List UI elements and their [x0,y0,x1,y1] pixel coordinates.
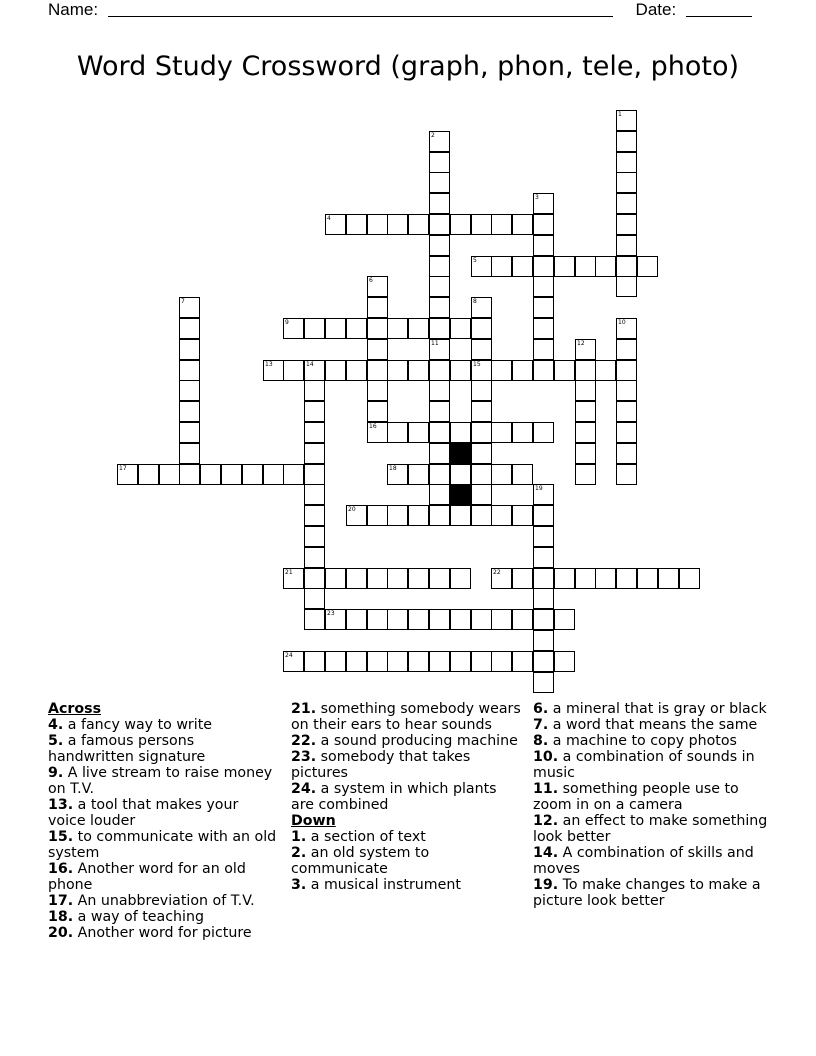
clue-number: 8 [473,298,477,305]
grid-cell[interactable] [387,422,408,443]
clue-item: 24. a system in which plants are combined [291,781,497,813]
clue-num: 24. [291,781,317,797]
grid-cell[interactable] [179,443,200,464]
grid-cell[interactable] [533,505,554,526]
grid-cell[interactable] [429,380,450,401]
clue-number: 7 [181,298,185,305]
grid-cell[interactable] [408,318,429,339]
grid-cell[interactable] [450,214,471,235]
clue-num: 1. [291,829,307,845]
grid-cell[interactable] [408,568,429,589]
grid-cell[interactable] [325,360,346,381]
clue-num: 7. [533,717,549,733]
clue-item: 3. a musical instrument [291,877,461,893]
grid-cell[interactable] [138,464,159,485]
grid-cell[interactable] [512,568,533,589]
grid-cell[interactable] [429,214,450,235]
grid-cell[interactable] [575,380,596,401]
grid-cell[interactable] [179,297,200,318]
grid-cell[interactable] [533,235,554,256]
grid-cell[interactable] [429,193,450,214]
grid-cell[interactable] [429,422,450,443]
grid-cell[interactable] [450,464,471,485]
grid-cell[interactable] [575,401,596,422]
header [48,0,748,20]
grid-cell[interactable] [367,276,388,297]
clue-item: 14. A combination of skills and moves [533,845,754,877]
grid-cell[interactable] [616,380,637,401]
grid-cell[interactable] [221,464,242,485]
grid-cell[interactable] [429,318,450,339]
grid-cell[interactable] [616,422,637,443]
clue-item: 15. to communicate with an old system [48,829,277,861]
grid-cell[interactable] [533,630,554,651]
grid-cell[interactable] [304,401,325,422]
clue-item: 2. an old system to communicate [291,845,430,877]
clue-item: 4. a fancy way to write [48,717,212,733]
grid-cell[interactable] [367,318,388,339]
grid-cell[interactable] [429,484,450,505]
clue-num: 15. [48,829,74,845]
grid-cell[interactable] [429,276,450,297]
grid-cell[interactable] [242,464,263,485]
clue-number: 6 [369,277,373,284]
clue-num: 20. [48,925,74,941]
grid-cell[interactable] [179,380,200,401]
grid-cell[interactable] [512,651,533,672]
grid-cell[interactable] [471,339,492,360]
grid-cell[interactable] [367,568,388,589]
clue-item: 5. a famous persons handwritten signature [48,733,206,765]
grid-cell[interactable] [429,401,450,422]
grid-cell[interactable] [491,360,512,381]
grid-cell[interactable] [429,172,450,193]
grid-cell[interactable] [387,568,408,589]
clue-number: 1 [618,111,622,118]
grid-cell[interactable] [491,422,512,443]
grid-cell[interactable] [304,422,325,443]
grid-cell[interactable] [325,214,346,235]
grid-cell[interactable] [179,422,200,443]
grid-cell[interactable] [325,568,346,589]
grid-cell[interactable] [471,609,492,630]
grid-cell[interactable] [533,422,554,443]
clue-number: 24 [285,652,293,659]
clue-number: 15 [473,361,481,368]
grid-cell[interactable] [159,464,180,485]
grid-cell[interactable] [471,464,492,485]
grid-cell[interactable] [283,318,304,339]
grid-cell[interactable] [471,484,492,505]
grid-cell[interactable] [304,318,325,339]
grid-cell[interactable] [387,214,408,235]
grid-cell[interactable] [491,214,512,235]
clue-num: 9. [48,765,64,781]
clue-num: 17. [48,893,74,909]
grid-cell[interactable] [450,609,471,630]
black-cell [450,484,471,505]
grid-cell[interactable] [471,380,492,401]
clue-number: 22 [493,569,501,576]
grid-cell[interactable] [367,339,388,360]
clue-item: 20. Another word for picture [48,925,252,941]
section-heading: Across [48,701,102,717]
grid-cell[interactable] [575,360,596,381]
clue-number: 12 [577,340,585,347]
grid-cell[interactable] [533,609,554,630]
grid-cell[interactable] [325,651,346,672]
clue-num: 21. [291,701,317,717]
grid-cell[interactable] [429,131,450,152]
grid-cell[interactable] [304,526,325,547]
clue-num: 2. [291,845,307,861]
grid-cell[interactable] [616,276,637,297]
grid-cell[interactable] [616,235,637,256]
section-heading: Down [291,813,336,829]
grid-cell[interactable] [429,152,450,173]
grid-cell[interactable] [304,568,325,589]
grid-cell[interactable] [450,505,471,526]
grid-cell[interactable] [304,547,325,568]
grid-cell[interactable] [533,526,554,547]
grid-cell[interactable] [304,484,325,505]
grid-cell[interactable] [595,360,616,381]
clue-item: 21. something somebody wears on their ears to hear sounds [291,701,521,733]
grid-cell[interactable] [471,297,492,318]
grid-cell[interactable] [283,651,304,672]
clue-number: 4 [327,215,331,222]
grid-cell[interactable] [471,505,492,526]
grid-cell[interactable] [616,131,637,152]
grid-cell[interactable] [616,401,637,422]
clue-item: 22. a sound producing machine [291,733,518,749]
grid-cell[interactable] [408,609,429,630]
clue-num: 8. [533,733,549,749]
grid-cell[interactable] [491,609,512,630]
grid-cell[interactable] [367,297,388,318]
grid-cell[interactable] [533,360,554,381]
grid-cell[interactable] [387,505,408,526]
grid-cell[interactable] [325,609,346,630]
grid-cell[interactable] [554,651,575,672]
clue-item: 12. an effect to make something look better [533,813,768,845]
grid-cell[interactable] [387,609,408,630]
date-label: Date: [635,0,677,19]
grid-cell[interactable] [387,651,408,672]
grid-cell[interactable] [616,339,637,360]
clue-item: 18. a way of teaching [48,909,204,925]
grid-cell[interactable] [533,547,554,568]
grid-cell[interactable] [429,360,450,381]
clue-num: 16. [48,861,74,877]
grid-cell[interactable] [491,256,512,277]
grid-cell[interactable] [471,443,492,464]
grid-cell[interactable] [429,464,450,485]
grid-cell[interactable] [429,505,450,526]
grid-cell[interactable] [283,360,304,381]
grid-cell[interactable] [575,256,596,277]
grid-cell[interactable] [616,110,637,131]
clue-number: 16 [369,423,377,430]
grid-cell[interactable] [367,505,388,526]
clues-column-3 [533,701,773,909]
grid-cell[interactable] [429,256,450,277]
clue-num: 23. [291,749,317,765]
grid-cell[interactable] [616,256,637,277]
grid-cell[interactable] [533,651,554,672]
clue-number: 19 [535,485,543,492]
grid-cell[interactable] [450,568,471,589]
clue-item: 8. a machine to copy photos [533,733,737,749]
grid-cell[interactable] [533,568,554,589]
clue-number: 23 [327,610,335,617]
name-line[interactable] [108,0,613,17]
grid-cell[interactable] [554,256,575,277]
grid-cell[interactable] [429,651,450,672]
grid-cell[interactable] [367,380,388,401]
grid-cell[interactable] [179,401,200,422]
date-line[interactable] [686,0,752,17]
grid-cell[interactable] [346,214,367,235]
grid-cell[interactable] [408,214,429,235]
grid-cell[interactable] [429,297,450,318]
grid-cell[interactable] [283,568,304,589]
grid-cell[interactable] [533,318,554,339]
grid-cell[interactable] [491,464,512,485]
grid-cell[interactable] [387,360,408,381]
clue-item: 9. A live stream to raise money on T.V. [48,765,273,797]
clue-number: 11 [431,340,439,347]
name-label: Name: [48,0,99,19]
grid-cell[interactable] [408,651,429,672]
grid-cell[interactable] [429,235,450,256]
grid-cell[interactable] [616,193,637,214]
grid-cell[interactable] [346,505,367,526]
grid-cell[interactable] [533,297,554,318]
grid-cell[interactable] [512,609,533,630]
grid-cell[interactable] [304,588,325,609]
clue-number: 2 [431,132,435,139]
grid-cell[interactable] [533,484,554,505]
grid-cell[interactable] [512,214,533,235]
grid-cell[interactable] [471,422,492,443]
grid-cell[interactable] [637,568,658,589]
grid-cell[interactable] [304,505,325,526]
grid-cell[interactable] [616,360,637,381]
grid-cell[interactable] [533,214,554,235]
grid-cell[interactable] [387,318,408,339]
grid-cell[interactable] [575,422,596,443]
clue-num: 3. [291,877,307,893]
grid-cell[interactable] [616,568,637,589]
clue-num: 4. [48,717,64,733]
clue-number: 21 [285,569,293,576]
grid-cell[interactable] [450,360,471,381]
grid-cell[interactable] [554,609,575,630]
grid-cell[interactable] [471,651,492,672]
grid-cell[interactable] [471,318,492,339]
clue-item: 23. somebody that takes pictures [291,749,471,781]
grid-cell[interactable] [429,443,450,464]
grid-cell[interactable] [512,422,533,443]
clue-number: 10 [618,319,626,326]
grid-cell[interactable] [179,318,200,339]
grid-cell[interactable] [304,464,325,485]
grid-cell[interactable] [533,276,554,297]
grid-cell[interactable] [533,588,554,609]
clue-item: 11. something people use to zoom in on a camera [533,781,739,813]
grid-cell[interactable] [491,505,512,526]
clue-num: 11. [533,781,559,797]
clue-number: 13 [265,361,273,368]
clue-item: 17. An unabbreviation of T.V. [48,893,255,909]
grid-cell[interactable] [408,464,429,485]
grid-cell[interactable] [533,339,554,360]
grid-cell[interactable] [658,568,679,589]
clue-num: 10. [533,749,559,765]
grid-cell[interactable] [346,318,367,339]
grid-cell[interactable] [533,672,554,693]
grid-cell[interactable] [679,568,700,589]
clue-number: 20 [348,506,356,513]
grid-cell[interactable] [512,464,533,485]
grid-cell[interactable] [471,401,492,422]
grid-cell[interactable] [450,318,471,339]
grid-cell[interactable] [200,464,221,485]
grid-cell[interactable] [179,360,200,381]
clue-num: 13. [48,797,74,813]
grid-cell[interactable] [450,422,471,443]
clue-number: 17 [119,465,127,472]
clue-item: 19. To make changes to make a picture look better [533,877,761,909]
grid-cell[interactable] [471,360,492,381]
page-title: Word Study Crossword (graph, phon, tele, photo) [76,51,740,82]
grid-cell[interactable] [575,443,596,464]
grid-cell[interactable] [595,256,616,277]
grid-cell[interactable] [512,256,533,277]
grid-cell[interactable] [533,256,554,277]
grid-cell[interactable] [283,464,304,485]
grid-cell[interactable] [367,214,388,235]
grid-cell[interactable] [616,214,637,235]
clue-num: 6. [533,701,549,717]
grid-cell[interactable] [429,568,450,589]
grid-cell[interactable] [575,339,596,360]
clues-column-2 [291,701,521,893]
grid-cell[interactable] [450,651,471,672]
grid-cell[interactable] [575,568,596,589]
grid-cell[interactable] [471,256,492,277]
grid-cell[interactable] [346,651,367,672]
clue-num: 12. [533,813,559,829]
grid-cell[interactable] [429,609,450,630]
clues-column-1 [48,701,278,941]
grid-cell[interactable] [346,568,367,589]
grid-cell[interactable] [616,443,637,464]
grid-cell[interactable] [117,464,138,485]
grid-cell[interactable] [304,443,325,464]
grid-cell[interactable] [263,360,284,381]
grid-cell[interactable] [554,360,575,381]
grid-cell[interactable] [471,214,492,235]
grid-cell[interactable] [263,464,284,485]
grid-cell[interactable] [179,464,200,485]
clue-number: 3 [535,194,539,201]
grid-cell[interactable] [491,568,512,589]
grid-cell[interactable] [367,422,388,443]
grid-cell[interactable] [367,609,388,630]
grid-cell[interactable] [304,360,325,381]
grid-cell[interactable] [616,318,637,339]
grid-cell[interactable] [387,464,408,485]
clue-num: 19. [533,877,559,893]
grid-cell[interactable] [616,464,637,485]
grid-cell[interactable] [346,360,367,381]
clue-item: 13. a tool that makes your voice louder [48,797,239,829]
grid-cell[interactable] [179,339,200,360]
clue-num: 22. [291,733,317,749]
clue-item: 1. a section of text [291,829,426,845]
clue-number: 18 [389,465,397,472]
grid-cell[interactable] [346,609,367,630]
grid-cell[interactable] [367,360,388,381]
grid-cell[interactable] [616,152,637,173]
clue-number: 9 [285,319,289,326]
grid-cell[interactable] [491,651,512,672]
grid-cell[interactable] [304,609,325,630]
grid-cell[interactable] [367,651,388,672]
clue-number: 5 [473,257,477,264]
grid-cell[interactable] [554,568,575,589]
clue-num: 5. [48,733,64,749]
grid-cell[interactable] [533,193,554,214]
grid-cell[interactable] [304,651,325,672]
grid-cell[interactable] [512,505,533,526]
clue-item: 7. a word that means the same [533,717,758,733]
clue-item: 6. a mineral that is gray or black [533,701,767,717]
grid-cell[interactable] [616,172,637,193]
grid-cell[interactable] [595,568,616,589]
clue-item: 10. a combination of sounds in music [533,749,755,781]
clue-num: 14. [533,845,559,861]
grid-cell[interactable] [637,256,658,277]
black-cell [450,443,471,464]
grid-cell[interactable] [408,422,429,443]
grid-cell[interactable] [408,360,429,381]
grid-cell[interactable] [512,360,533,381]
clue-num: 18. [48,909,74,925]
grid-cell[interactable] [575,464,596,485]
grid-cell[interactable] [408,505,429,526]
grid-cell[interactable] [367,401,388,422]
grid-cell[interactable] [325,318,346,339]
grid-cell[interactable] [304,380,325,401]
grid-cell[interactable] [429,339,450,360]
clue-number: 14 [306,361,314,368]
clue-item: 16. Another word for an old phone [48,861,246,893]
